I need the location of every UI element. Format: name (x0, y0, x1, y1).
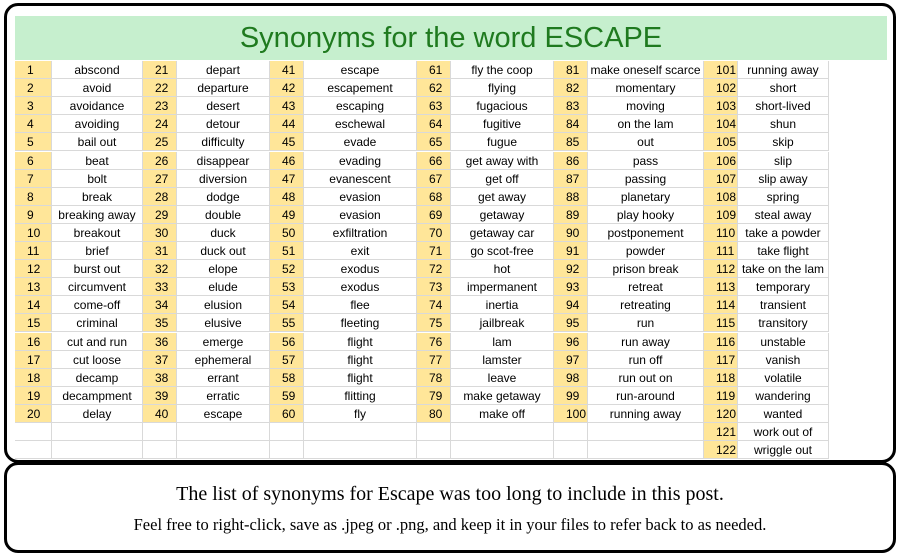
row-number: 107 (704, 170, 738, 188)
row-number: 100 (554, 405, 588, 423)
row-number: 10 (15, 224, 52, 242)
synonym-cell: wriggle out (738, 441, 829, 459)
synonym-cell: emerge (177, 333, 270, 351)
synonym-cell: evasion (304, 188, 417, 206)
row-number: 85 (554, 133, 588, 151)
synonym-cell: work out of (738, 423, 829, 441)
synonym-cell: beat (52, 152, 143, 170)
row-number: 40 (143, 405, 177, 423)
synonym-cell: depart (177, 61, 270, 79)
synonym-cell: run out on (588, 369, 704, 387)
row-number: 60 (270, 405, 304, 423)
synonym-cell: come-off (52, 296, 143, 314)
row-number: 70 (417, 224, 451, 242)
row-number: 113 (704, 278, 738, 296)
synonym-cell: avoiding (52, 115, 143, 133)
row-number: 105 (704, 133, 738, 151)
synonym-cell: lam (451, 333, 554, 351)
row-number: 1 (15, 61, 52, 79)
row-number: 93 (554, 278, 588, 296)
row-number: 120 (704, 405, 738, 423)
row-number: 16 (15, 333, 52, 351)
row-number: 102 (704, 79, 738, 97)
synonyms-panel (4, 3, 896, 463)
row-number: 5 (15, 133, 52, 151)
row-number: 68 (417, 188, 451, 206)
row-number: 15 (15, 314, 52, 332)
footer-line-2: Feel free to right-click, save as .jpeg or .png, and keep it in your files to refer back to as needed. (133, 515, 767, 534)
synonym-cell: momentary (588, 79, 704, 97)
synonym-cell: avoidance (52, 97, 143, 115)
row-number: 13 (15, 278, 52, 296)
row-number: 45 (270, 133, 304, 151)
synonym-cell: evade (304, 133, 417, 151)
synonym-cell: take flight (738, 242, 829, 260)
row-number: 44 (270, 115, 304, 133)
row-number: 110 (704, 224, 738, 242)
row-number: 62 (417, 79, 451, 97)
synonym-cell: fleeting (304, 314, 417, 332)
synonym-cell: abscond (52, 61, 143, 79)
synonym-cell: escaping (304, 97, 417, 115)
row-number: 87 (554, 170, 588, 188)
synonym-cell: circumvent (52, 278, 143, 296)
row-number: 42 (270, 79, 304, 97)
synonym-cell: elusion (177, 296, 270, 314)
row-number: 64 (417, 115, 451, 133)
synonym-cell: flight (304, 369, 417, 387)
row-number: 79 (417, 387, 451, 405)
row-number: 21 (143, 61, 177, 79)
synonym-cell: fugitive (451, 115, 554, 133)
row-number: 36 (143, 333, 177, 351)
row-number: 46 (270, 152, 304, 170)
row-number: 109 (704, 206, 738, 224)
synonym-cell: ephemeral (177, 351, 270, 369)
row-number: 97 (554, 351, 588, 369)
synonym-cell: transient (738, 296, 829, 314)
row-number: 31 (143, 242, 177, 260)
synonym-cell: take on the lam (738, 260, 829, 278)
synonym-cell: dodge (177, 188, 270, 206)
synonym-cell: breaking away (52, 206, 143, 224)
row-number: 9 (15, 206, 52, 224)
synonym-cell: passing (588, 170, 704, 188)
row-number: 74 (417, 296, 451, 314)
row-number: 57 (270, 351, 304, 369)
row-number: 19 (15, 387, 52, 405)
row-number: 7 (15, 170, 52, 188)
synonym-cell: difficulty (177, 133, 270, 151)
row-number (143, 441, 177, 459)
row-number: 98 (554, 369, 588, 387)
synonym-cell (304, 423, 417, 441)
synonym-cell (304, 441, 417, 459)
synonym-cell: eschewal (304, 115, 417, 133)
row-number: 23 (143, 97, 177, 115)
synonym-cell (451, 423, 554, 441)
synonym-cell: shun (738, 115, 829, 133)
row-number: 14 (15, 296, 52, 314)
synonym-cell: flitting (304, 387, 417, 405)
synonym-cell: brief (52, 242, 143, 260)
row-number: 30 (143, 224, 177, 242)
synonym-cell: cut and run (52, 333, 143, 351)
row-number: 119 (704, 387, 738, 405)
synonym-cell: breakout (52, 224, 143, 242)
row-number: 114 (704, 296, 738, 314)
synonym-cell: getaway (451, 206, 554, 224)
row-number: 38 (143, 369, 177, 387)
row-number: 51 (270, 242, 304, 260)
row-number: 49 (270, 206, 304, 224)
synonym-cell: wanted (738, 405, 829, 423)
row-number: 82 (554, 79, 588, 97)
row-number: 47 (270, 170, 304, 188)
synonym-cell: flight (304, 333, 417, 351)
synonym-cell: slip (738, 152, 829, 170)
row-number: 39 (143, 387, 177, 405)
synonym-cell: slip away (738, 170, 829, 188)
synonym-cell: run (588, 314, 704, 332)
row-number: 28 (143, 188, 177, 206)
synonym-cell: decampment (52, 387, 143, 405)
row-number: 3 (15, 97, 52, 115)
row-number: 104 (704, 115, 738, 133)
synonym-cell: vanish (738, 351, 829, 369)
row-number: 17 (15, 351, 52, 369)
row-number: 118 (704, 369, 738, 387)
row-number: 26 (143, 152, 177, 170)
synonym-cell: inertia (451, 296, 554, 314)
row-number: 86 (554, 152, 588, 170)
synonym-cell: evanescent (304, 170, 417, 188)
synonym-cell: out (588, 133, 704, 151)
row-number: 90 (554, 224, 588, 242)
synonym-cell: get away (451, 188, 554, 206)
row-number: 72 (417, 260, 451, 278)
row-number: 43 (270, 97, 304, 115)
synonym-cell: escapement (304, 79, 417, 97)
synonym-cell: retreat (588, 278, 704, 296)
row-number: 33 (143, 278, 177, 296)
synonym-cell: exit (304, 242, 417, 260)
row-number (270, 441, 304, 459)
synonym-cell: duck (177, 224, 270, 242)
synonym-cell: spring (738, 188, 829, 206)
synonym-cell: powder (588, 242, 704, 260)
synonym-cell: on the lam (588, 115, 704, 133)
synonym-cell: exodus (304, 260, 417, 278)
synonym-cell: make oneself scarce (588, 61, 704, 79)
row-number: 78 (417, 369, 451, 387)
synonym-cell: wandering (738, 387, 829, 405)
synonym-cell: detour (177, 115, 270, 133)
row-number (15, 423, 52, 441)
row-number: 35 (143, 314, 177, 332)
row-number: 81 (554, 61, 588, 79)
row-number (270, 423, 304, 441)
row-number: 56 (270, 333, 304, 351)
synonym-cell: erratic (177, 387, 270, 405)
row-number: 115 (704, 314, 738, 332)
synonym-cell: transitory (738, 314, 829, 332)
synonym-cell: delay (52, 405, 143, 423)
synonym-cell: bolt (52, 170, 143, 188)
row-number: 89 (554, 206, 588, 224)
synonym-cell: double (177, 206, 270, 224)
synonym-cell: take a powder (738, 224, 829, 242)
synonym-cell: pass (588, 152, 704, 170)
page-title: Synonyms for the word ESCAPE (15, 16, 887, 60)
row-number: 112 (704, 260, 738, 278)
synonym-cell: disappear (177, 152, 270, 170)
synonym-cell: evading (304, 152, 417, 170)
row-number: 92 (554, 260, 588, 278)
synonym-cell: hot (451, 260, 554, 278)
row-number: 108 (704, 188, 738, 206)
row-number: 2 (15, 79, 52, 97)
row-number: 117 (704, 351, 738, 369)
synonym-cell: play hooky (588, 206, 704, 224)
row-number: 69 (417, 206, 451, 224)
synonym-cell: criminal (52, 314, 143, 332)
synonym-cell (52, 441, 143, 459)
row-number: 88 (554, 188, 588, 206)
synonym-cell: postponement (588, 224, 704, 242)
row-number: 77 (417, 351, 451, 369)
row-number: 58 (270, 369, 304, 387)
synonym-cell (177, 441, 270, 459)
row-number: 41 (270, 61, 304, 79)
synonym-cell: break (52, 188, 143, 206)
synonym-cell: evasion (304, 206, 417, 224)
synonym-cell: fugue (451, 133, 554, 151)
synonym-cell: escape (304, 61, 417, 79)
row-number: 59 (270, 387, 304, 405)
synonym-cell (588, 441, 704, 459)
synonym-cell: decamp (52, 369, 143, 387)
synonym-cell: fly the coop (451, 61, 554, 79)
synonym-cell: skip (738, 133, 829, 151)
synonym-cell: errant (177, 369, 270, 387)
row-number (554, 441, 588, 459)
synonym-cell: bail out (52, 133, 143, 151)
synonym-cell: flee (304, 296, 417, 314)
synonym-cell: run off (588, 351, 704, 369)
row-number: 122 (704, 441, 738, 459)
synonym-cell (177, 423, 270, 441)
row-number (15, 441, 52, 459)
synonym-cell: get away with (451, 152, 554, 170)
synonym-cell: elusive (177, 314, 270, 332)
row-number: 61 (417, 61, 451, 79)
row-number (554, 423, 588, 441)
row-number: 22 (143, 79, 177, 97)
synonym-cell: diversion (177, 170, 270, 188)
synonym-cell: go scot-free (451, 242, 554, 260)
synonym-cell: fly (304, 405, 417, 423)
synonym-cell: planetary (588, 188, 704, 206)
synonym-cell: run away (588, 333, 704, 351)
row-number: 37 (143, 351, 177, 369)
row-number: 95 (554, 314, 588, 332)
row-number (417, 441, 451, 459)
synonym-cell: get off (451, 170, 554, 188)
row-number: 24 (143, 115, 177, 133)
row-number: 18 (15, 369, 52, 387)
row-number: 8 (15, 188, 52, 206)
row-number: 94 (554, 296, 588, 314)
row-number (143, 423, 177, 441)
row-number: 101 (704, 61, 738, 79)
synonym-cell: running away (588, 405, 704, 423)
row-number: 75 (417, 314, 451, 332)
row-number: 91 (554, 242, 588, 260)
row-number: 52 (270, 260, 304, 278)
row-number: 50 (270, 224, 304, 242)
row-number: 84 (554, 115, 588, 133)
row-number: 73 (417, 278, 451, 296)
synonym-cell: escape (177, 405, 270, 423)
synonym-cell: exfiltration (304, 224, 417, 242)
synonym-cell: departure (177, 79, 270, 97)
row-number: 63 (417, 97, 451, 115)
synonym-cell: flying (451, 79, 554, 97)
synonym-cell: volatile (738, 369, 829, 387)
synonym-cell: steal away (738, 206, 829, 224)
row-number: 83 (554, 97, 588, 115)
row-number: 27 (143, 170, 177, 188)
synonym-cell: getaway car (451, 224, 554, 242)
synonym-cell: prison break (588, 260, 704, 278)
synonym-cell: temporary (738, 278, 829, 296)
synonym-cell: burst out (52, 260, 143, 278)
synonym-cell: elope (177, 260, 270, 278)
row-number: 111 (704, 242, 738, 260)
row-number: 34 (143, 296, 177, 314)
synonym-cell: make getaway (451, 387, 554, 405)
row-number: 80 (417, 405, 451, 423)
synonym-cell: short-lived (738, 97, 829, 115)
synonym-cell: run-around (588, 387, 704, 405)
synonym-cell: jailbreak (451, 314, 554, 332)
synonym-cell: cut loose (52, 351, 143, 369)
row-number: 11 (15, 242, 52, 260)
row-number: 67 (417, 170, 451, 188)
row-number: 53 (270, 278, 304, 296)
synonym-cell: elude (177, 278, 270, 296)
row-number: 20 (15, 405, 52, 423)
row-number: 96 (554, 333, 588, 351)
footer-note (4, 462, 896, 553)
row-number: 25 (143, 133, 177, 151)
row-number: 12 (15, 260, 52, 278)
synonym-cell: fugacious (451, 97, 554, 115)
synonym-cell: desert (177, 97, 270, 115)
row-number: 54 (270, 296, 304, 314)
synonym-cell: moving (588, 97, 704, 115)
row-number: 99 (554, 387, 588, 405)
row-number: 6 (15, 152, 52, 170)
row-number: 4 (15, 115, 52, 133)
row-number: 55 (270, 314, 304, 332)
row-number: 106 (704, 152, 738, 170)
synonym-cell: retreating (588, 296, 704, 314)
synonym-cell: make off (451, 405, 554, 423)
synonym-cell (451, 441, 554, 459)
synonym-cell: flight (304, 351, 417, 369)
synonym-cell: duck out (177, 242, 270, 260)
synonym-cell: unstable (738, 333, 829, 351)
synonym-cell (588, 423, 704, 441)
row-number: 103 (704, 97, 738, 115)
row-number: 66 (417, 152, 451, 170)
synonym-cell: impermanent (451, 278, 554, 296)
row-number: 29 (143, 206, 177, 224)
row-number: 71 (417, 242, 451, 260)
synonym-cell (52, 423, 143, 441)
row-number: 116 (704, 333, 738, 351)
synonym-cell: lamster (451, 351, 554, 369)
synonym-cell: running away (738, 61, 829, 79)
row-number: 76 (417, 333, 451, 351)
synonym-cell: leave (451, 369, 554, 387)
row-number: 121 (704, 423, 738, 441)
synonym-cell: short (738, 79, 829, 97)
row-number: 48 (270, 188, 304, 206)
synonym-cell: exodus (304, 278, 417, 296)
row-number (417, 423, 451, 441)
footer-line-1: The list of synonyms for Escape was too long to include in this post. (176, 483, 724, 505)
synonym-cell: avoid (52, 79, 143, 97)
row-number: 65 (417, 133, 451, 151)
row-number: 32 (143, 260, 177, 278)
